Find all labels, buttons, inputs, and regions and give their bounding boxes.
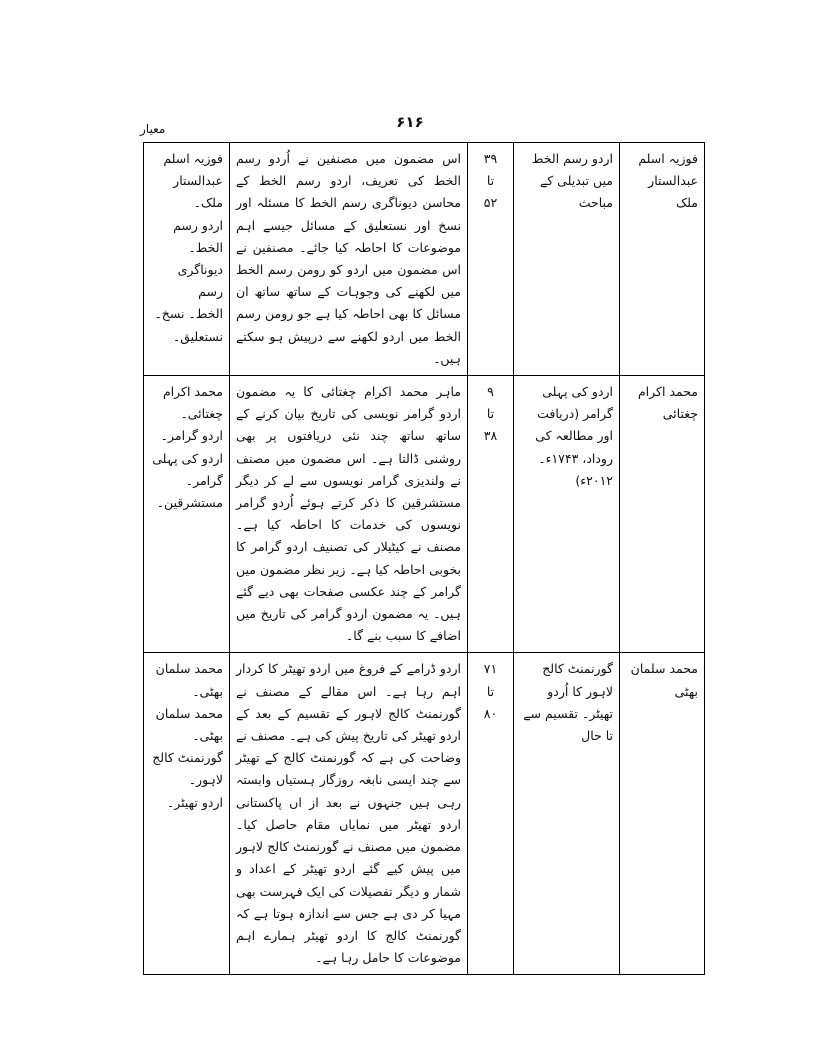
pages-cell — [468, 653, 514, 975]
keyword: گورنمنٹ کالج — [152, 750, 223, 766]
keyword: عبدالستار ملک۔ — [173, 173, 223, 211]
keyword: مستشرقین۔ — [156, 495, 223, 511]
summary-cell: اس مضمون میں مصنفین نے اُردو رسم الخط کی تعریف، اردو رسم الخط کے محاسن دیوناگری رسم الخط کا مسئلہ اور نسخ اور نستعلیق کے مسائل جیسے اہم موضوعات کا احاطہ کیا جائے۔ مصنفین نے اس مضمون میں اردو کو رومن رسم الخط میں لکھنے کی وجوہات کے ساتھ ساتھ ان مسائل کا بھی احاطہ کیا ہے جو رومن رسم الخط میں اردو لکھنے سے درپیش ہو سکتے ہیں۔ — [230, 143, 468, 376]
page-start: ۳۹ — [483, 151, 498, 166]
author-cell: محمد اکرام چغتائی — [620, 376, 705, 653]
table-row — [144, 143, 705, 376]
page-end: ۵۲ — [483, 195, 498, 211]
keywords-cell — [144, 143, 230, 376]
keyword: اردو تھیٹر۔ — [166, 794, 223, 810]
keyword: دیوناگری رسم — [177, 262, 223, 300]
table-row — [144, 376, 705, 653]
page-start: ۹ — [487, 384, 494, 400]
title-cell: گورنمنٹ کالج لاہور کا اُردو تھیٹر۔ تقسیم سے تا حال — [514, 653, 620, 975]
summary-cell: اردو ڈرامے کے فروغ میں اردو تھیٹر کا کردار اہم رہا ہے۔ اس مقالے کے مصنف نے گورنمنٹ کالج لاہور کے تقسیم کے بعد کے اردو تھیٹر کی تاریخ پیش کی ہے۔ مصنف نے وضاحت کی ہے کہ گورنمنٹ کالج کے تھیٹر سے چند ایسی نابغہ روزگار ہستیاں وابستہ رہی ہیں جنہوں نے بعد از اں پاکستانی اردو تھیٹر میں نمایاں مقام حاصل کیا۔ مضمون میں مصنف نے گورنمنٹ کالج لاہور میں پیش کیے گئے اردو تھیٹر کے اعداد و شمار و دیگر تفصیلات کی ایک فہرست بھی مہیا کر دی ہے جس سے اندازہ ہوتا ہے کہ گورنمنٹ کالج کا اردو تھیٹر ہمارے اہم موضوعات کا حامل رہا ہے۔ — [230, 653, 468, 975]
pages-cell — [468, 376, 514, 653]
keyword: اردو رسم الخط۔ — [173, 217, 223, 255]
table-row — [144, 653, 705, 975]
page-end: ۳۸ — [483, 428, 498, 444]
title-cell: اردو رسم الخط میں تبدیلی کے مباحث — [514, 143, 620, 376]
keywords-cell — [144, 653, 230, 975]
summary-cell: ماہر محمد اکرام چغتائی کا یہ مضمون اردو گرامر نویسی کی تاریخ بیان کرنے کے ساتھ ساتھ چند نئی دریافتوں پر بھی روشنی ڈالتا ہے۔ اس مضمون میں مصنف نے ولندیزی گرامر نویسوں سے لے کر دیگر مستشرقین کا ذکر کرتے ہوئے اُردو گرامر نویسوں کی خدمات کا احاطہ کیا ہے۔ مصنف نے کیٹیلار کی تصنیف اردو گرامر کا بخوبی احاطہ کیا ہے۔ زیر نظر مضمون میں گرامر کے چند عکسی صفحات بھی دیے گئے ہیں۔ یہ مضمون اردو گرامر کی تاریخ میں اضافے کا سبب بنے گا۔ — [230, 376, 468, 653]
page-to: تا — [486, 406, 495, 422]
keyword: اردو کی پہلی گرامر۔ — [152, 450, 223, 488]
keyword: نستعلیق۔ — [172, 328, 223, 344]
keyword: فوزیہ اسلم — [163, 151, 223, 166]
journal-running-head: معیار — [140, 122, 166, 136]
keyword: محمد اکرام چغتائی۔ — [162, 384, 223, 422]
keywords-cell — [144, 376, 230, 653]
page-to: تا — [486, 683, 495, 699]
keyword: لاہور۔ — [188, 772, 223, 788]
author-cell: فوزیہ اسلم عبدالستار ملک — [620, 143, 705, 376]
keyword: محمد سلمان بھٹی۔ — [155, 705, 223, 744]
pages-cell — [468, 143, 514, 376]
author-cell: محمد سلمان بھٹی — [620, 653, 705, 975]
page-start: ۷۱ — [483, 661, 498, 677]
article-index-table — [143, 142, 705, 975]
keyword: اردو گرامر۔ — [160, 428, 223, 444]
keyword: محمد سلمان بھٹی۔ — [155, 661, 223, 699]
keyword: الخط۔ نسخ۔ — [154, 306, 223, 322]
page-end: ۸۰ — [483, 705, 498, 721]
page-to: تا — [486, 173, 495, 189]
title-cell: اردو کی پہلی گرامر (دریافت اور مطالعہ کی روداد، ۱۷۴۳ء۔ ۲۰۱۲ء) — [514, 376, 620, 653]
page-number: ۶۱۶ — [396, 113, 424, 131]
